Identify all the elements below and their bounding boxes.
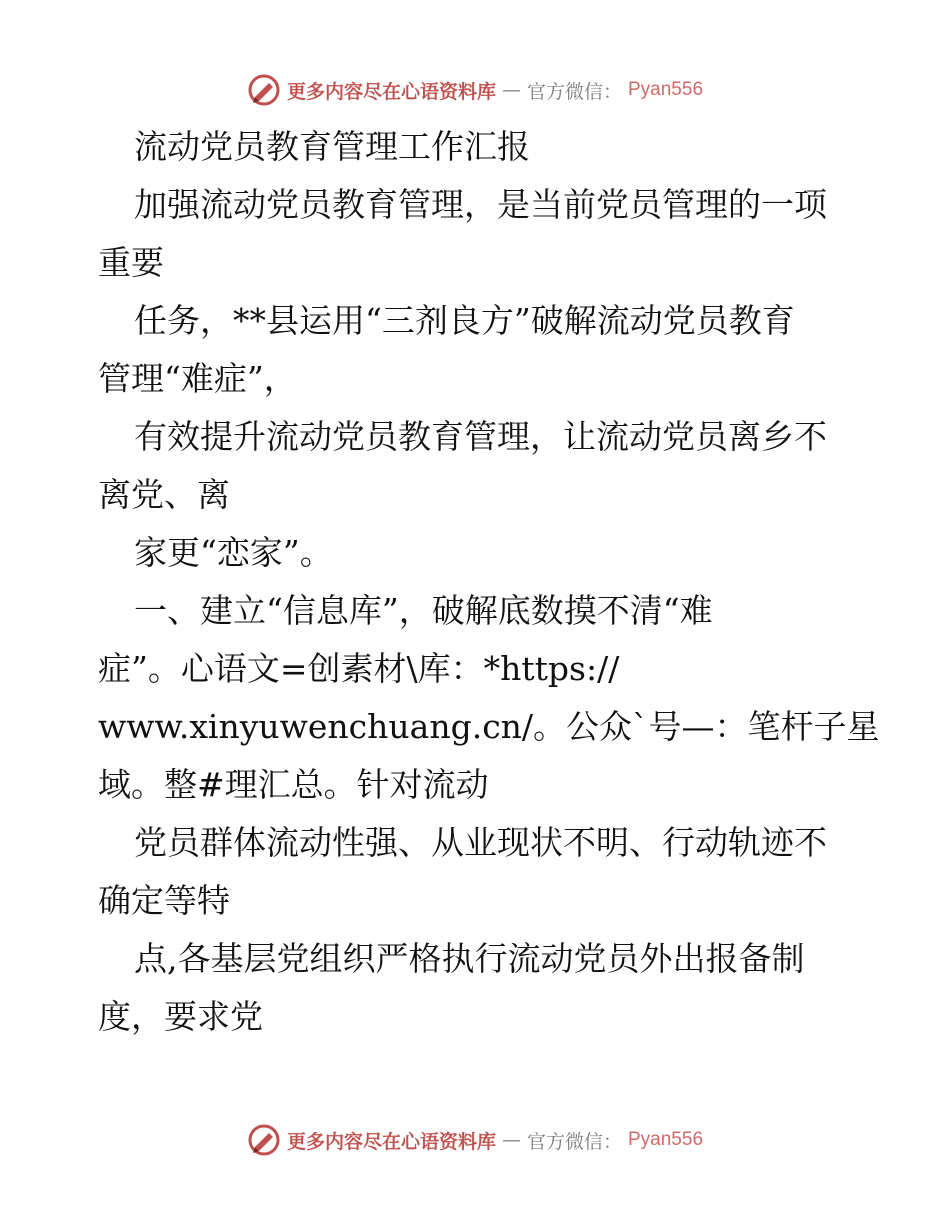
doc-line: 管理“难症”， [98,359,297,398]
document-body [98,118,880,1046]
doc-line: 度，要求党 [98,997,263,1036]
doc-line: 一、建立“信息库”，破解底数摸不清“难 [134,591,713,630]
banner-wechat-label: 官方微信： [526,1130,622,1153]
doc-line: 有效提升流动党员教育管理，让流动党员离乡不 [134,417,827,456]
doc-line: 域。整#理汇总。针对流动 [98,765,489,804]
doc-line: 任务，**县运用“三剂良方”破解流动党员教育 [134,301,795,340]
banner-dash: — [501,1129,521,1151]
doc-line: 家更“恋家”。 [134,533,333,572]
doc-line: 离党、离 [98,475,230,514]
header-banner [0,70,950,110]
banner-dash: — [501,79,521,101]
doc-line: 确定等特 [98,881,230,920]
banner-wechat-id: Pyan556 [628,79,704,100]
pen-logo-icon [247,73,281,107]
doc-line: www.xinyuwenchuang.cn/。公众`号—：笔杆子星 [98,707,880,746]
banner-site-text: 更多内容尽在心语资料库 [286,1130,496,1153]
footer-banner [0,1120,950,1160]
banner-wechat-id: Pyan556 [628,1129,704,1150]
banner-wechat-label: 官方微信： [526,80,622,103]
doc-line: 症”。心语文=创素材\库：*https:// [98,649,620,688]
doc-line: 加强流动党员教育管理，是当前党员管理的一项 [134,185,827,224]
doc-line: 点,各基层党组织严格执行流动党员外出报备制 [134,939,805,978]
doc-line: 党员群体流动性强、从业现状不明、行动轨迹不 [134,823,827,862]
pen-logo-icon [247,1123,281,1157]
banner-site-text: 更多内容尽在心语资料库 [286,80,496,103]
doc-title: 流动党员教育管理工作汇报 [134,127,530,166]
doc-line: 重要 [98,243,164,282]
